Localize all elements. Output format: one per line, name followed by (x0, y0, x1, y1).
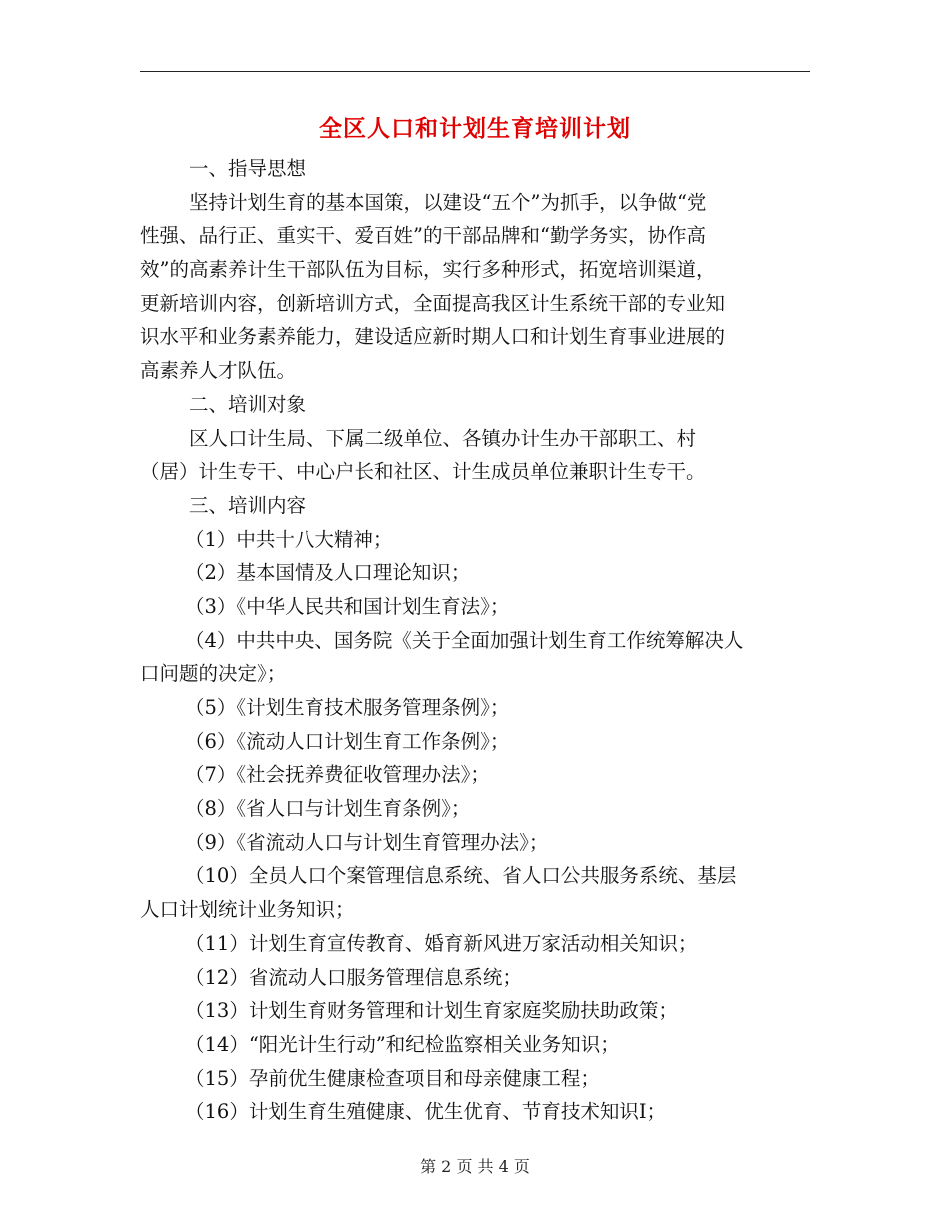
text-line: （居）计生专干、中心户长和社区、计生成员单位兼职计生专干。 (140, 460, 706, 484)
text-line: （8）《省人口与计划生育条例》； (185, 797, 471, 821)
text-line: 识水平和业务素养能力，建设适应新时期人口和计划生育事业进展的 (140, 325, 726, 349)
text-line: （16）计划生育生殖健康、优生优育、节育技术知识I； (185, 1100, 667, 1124)
text-line: （7）《社会抚养费征收管理办法》； (185, 763, 490, 787)
text-line: （4）中共中央、国务院《关于全面加强计划生育工作统筹解决人 (185, 628, 744, 652)
text-line: （10）全员人口个案管理信息系统、省人口公共服务系统、基层 (185, 864, 737, 888)
header-rule (140, 71, 810, 72)
text-line: （5）《计划生育技术服务管理条例》； (185, 696, 510, 719)
text-line: 区人口计生局、下属二级单位、各镇办计生办干部职工、村 (189, 426, 697, 450)
text-line: （6）《流动人口计划生育工作条例》； (185, 729, 510, 753)
document-body (140, 152, 810, 1129)
text-line: （11）计划生育宣传教育、婚育新风进万家活动相关知识； (185, 931, 698, 955)
text-line: 二、培训对象 (189, 392, 307, 416)
text-line: 性强、品行正、重实干、爱百姓”的干部品牌和“勤学务实，协作高 (140, 224, 706, 248)
text-line: 一、指导思想 (189, 157, 307, 180)
text-line: （1）中共十八大精神； (185, 527, 393, 551)
text-line: 三、培训内容 (189, 493, 307, 517)
text-line: （13）计划生育财务管理和计划生育家庭奖励扶助政策； (185, 999, 678, 1023)
text-line: 高素养人才队伍。 (140, 359, 297, 383)
document-title: 全区人口和计划生育培训计划 (319, 115, 631, 142)
text-line: （15）孕前优生健康检查项目和母亲健康工程； (185, 1066, 600, 1090)
text-line: 效”的高素养计生干部队伍为目标，实行多种形式，拓宽培训渠道， (140, 258, 716, 282)
text-line: 口问题的决定》； (140, 662, 287, 686)
text-line: （14）“阳光计生行动”和纪检监察相关业务知识； (185, 1032, 620, 1056)
page-footer: 第 2 页 共 4 页 (420, 1157, 530, 1176)
text-line: 人口计划统计业务知识； (140, 898, 355, 922)
text-line: （12）省流动人口服务管理信息系统； (185, 965, 522, 989)
text-line: （3）《中华人民共和国计划生育法》； (185, 594, 510, 618)
text-line: 坚持计划生育的基本国策，以建设“五个”为抓手，以争做“党 (189, 190, 707, 214)
text-line: （2）基本国情及人口理论知识； (185, 561, 471, 585)
text-line: （9）《省流动人口与计划生育管理办法》； (185, 830, 549, 854)
text-line: 更新培训内容，创新培训方式，全面提高我区计生系统干部的专业知 (140, 291, 726, 315)
